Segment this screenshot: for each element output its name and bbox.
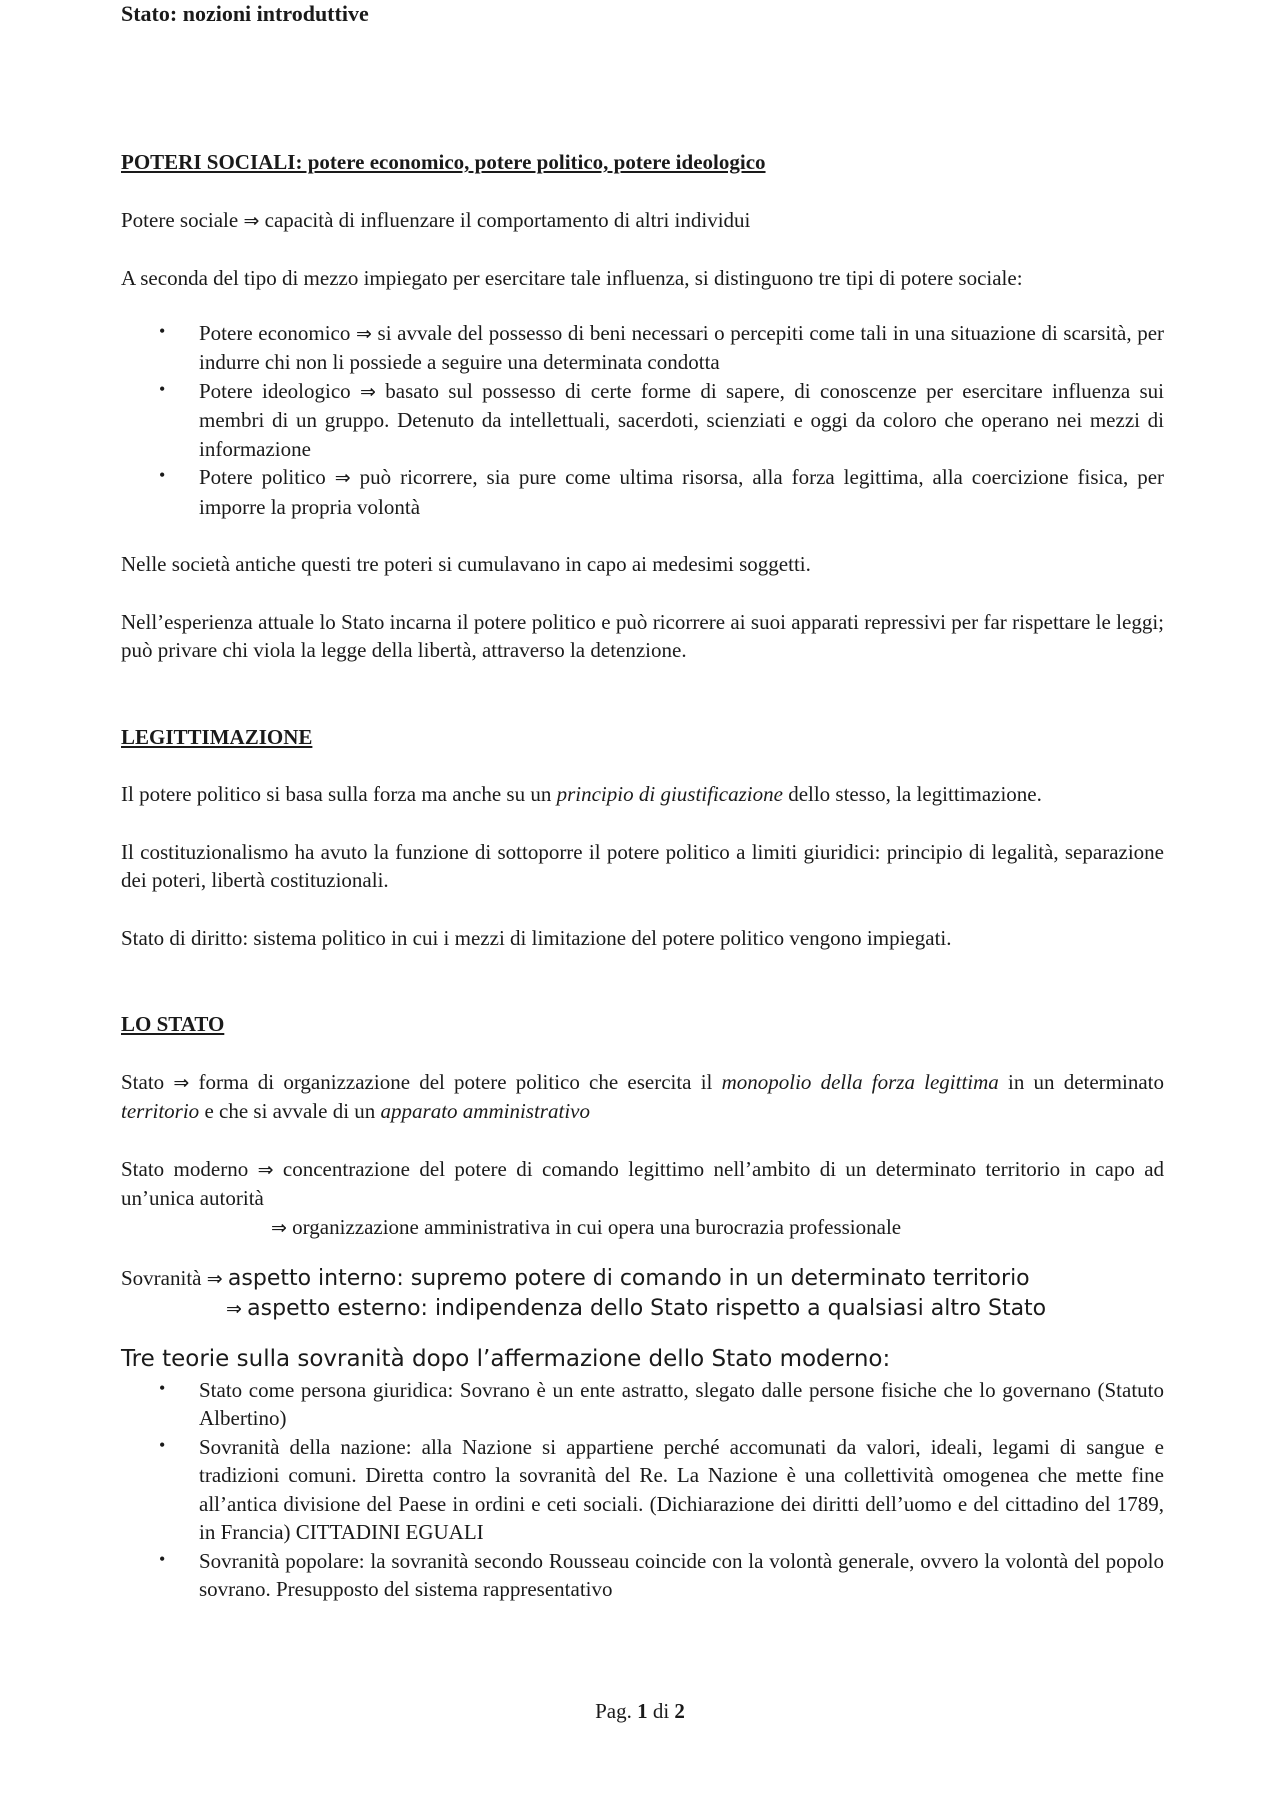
stato-moderno-second: ⇒ organizzazione amministrativa in cui opera una burocrazia professionale [271,1214,902,1239]
teorie-sovranita-title: Tre teorie sulla sovranità dopo l’affermazione dello Stato moderno: [121,1346,891,1372]
implies-arrow-icon: ⇒ [271,1216,287,1239]
bullet-icon: • [159,320,166,341]
sovranita-interno: Sovranità ⇒ aspetto interno: supremo potere di comando in un determinato territorio [121,1266,1030,1291]
bullet-icon: • [159,465,166,485]
teorie-list [121,1376,1164,1604]
implies-arrow-icon: ⇒ [360,380,376,403]
list-item: • Potere economico ⇒ si avvale del possesso di beni necessari o percepiti come tali in una situazione di scarsità, per indurre chi non li possiede a seguire una determinata condotta [121,319,1164,377]
bullet-icon: • [159,1377,166,1398]
poteri-societa-antiche: Nelle società antiche questi tre poteri si cumulavano in capo ai medesimi soggetti. [121,552,811,576]
page-footer: Pag. 1 di 2 [595,1699,685,1723]
list-item: • Sovranità popolare: la sovranità secondo Rousseau coincide con la volontà generale, ovvero la volontà del popolo sovrano. Presupposto del sistema rappresentativo [121,1547,1164,1604]
poteri-intro: A seconda del tipo di mezzo impiegato per esercitare tale influenza, si distinguono tre tipi di potere sociale: [121,266,1023,290]
poteri-list [121,319,1164,522]
implies-arrow-icon: ⇒ [226,1297,242,1320]
legittimazione-p1: Il potere politico si basa sulla forza ma anche su un principio di giustificazione dello stesso, la legittimazione. [121,782,1042,806]
sovranita-esterno: ⇒ aspetto esterno: indipendenza dello Stato rispetto a qualsiasi altro Stato [226,1295,1047,1321]
list-item: • Sovranità della nazione: alla Nazione si appartiene perché accomunati da valori, ideali, legami di sangue e tradizioni comuni. Diretta contro la sovranità del Re. La Nazione è una collettività omogenea che mette fine all’antica divisione del Paese in ordini e ceti sociali. (Dichiarazione dei diritti dell’uomo e del cittadino del 1789, in Francia) CITTADINI EGUALI [121,1433,1164,1547]
current-page-number: 1 [637,1699,648,1723]
heading-poteri-sociali: POTERI SOCIALI: potere economico, potere politico, potere ideologico [121,150,766,174]
page-header: Stato: nozioni introduttive [121,1,369,26]
implies-arrow-icon: ⇒ [243,209,260,232]
stato-moderno-definition: Stato moderno ⇒ concentrazione del potere di comando legittimo nell’ambito di un determinato territorio in capo ad un’unica autorità [121,1156,1165,1210]
legittimazione-p2: Il costituzionalismo ha avuto la funzione di sottoporre il potere politico a limiti giuridici: principio di legalità, separazione dei poteri, libertà costituzionali. [121,839,1164,892]
legittimazione-p3: Stato di diritto: sistema politico in cui i mezzi di limitazione del potere politico vengono impiegati. [121,925,952,950]
bullet-icon: • [159,1434,166,1455]
heading-lo-stato: LO STATO [121,1012,225,1036]
implies-arrow-icon: ⇒ [173,1071,190,1094]
implies-arrow-icon: ⇒ [206,1268,223,1290]
poteri-esperienza-attuale: Nell’esperienza attuale lo Stato incarna il potere politico e può ricorrere ai suoi apparati repressivi per far rispettare le leggi; può privare chi viola la legge della libertà, attraverso la detenzione. [121,609,1164,662]
implies-arrow-icon: ⇒ [257,1158,274,1181]
potere-sociale-definition: Potere sociale ⇒ capacità di influenzare il comportamento di altri individui [121,207,751,232]
heading-legittimazione: LEGITTIMAZIONE [121,724,313,749]
list-item: • Stato come persona giuridica: Sovrano è un ente astratto, slegato dalle persone fisiche che lo governano (Statuto Albertino) [121,1376,1164,1433]
list-item: • Potere ideologico ⇒ basato sul possesso di certe forme di sapere, di conoscenze per esercitare influenza sui membri di un gruppo. Detenuto da intellettuali, sacerdoti, scienziati e oggi da coloro che operano nei mezzi di informazione [121,377,1164,464]
bullet-icon: • [159,378,166,399]
list-item: • Potere politico ⇒ può ricorrere, sia pure come ultima risorsa, alla forza legittima, alla coercizione fisica, per imporre la propria volontà [121,463,1164,521]
total-page-number: 2 [674,1699,685,1723]
document-body [121,148,1164,1604]
bullet-icon: • [159,1548,166,1569]
stato-definition: Stato ⇒ forma di organizzazione del potere politico che esercita il monopolio della forza legittima in un determinato territorio e che si avvale di un apparato amministrativo [121,1069,1164,1123]
implies-arrow-icon: ⇒ [356,322,372,345]
implies-arrow-icon: ⇒ [334,467,351,489]
